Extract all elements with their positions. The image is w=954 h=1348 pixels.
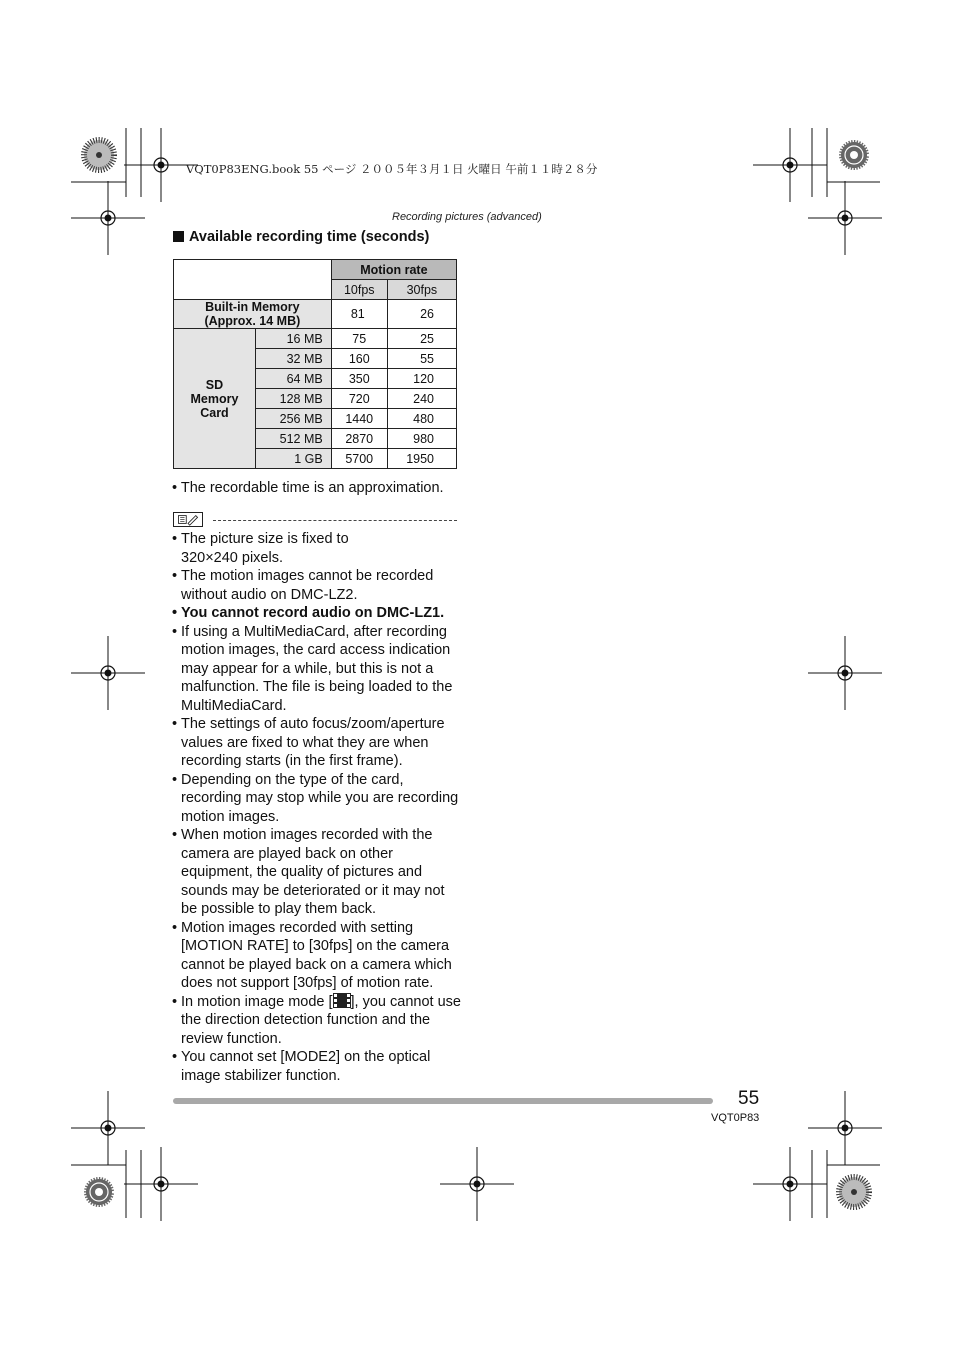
list-item: • Depending on the type of the card, recording may stop while you are recording motion images. — [172, 771, 462, 827]
value-cell: 720 — [331, 389, 387, 409]
fps-header-10: 10fps — [331, 280, 387, 300]
film-frame-icon — [333, 993, 351, 1008]
value-cell: 1440 — [331, 409, 387, 429]
value-cell: 120 — [387, 369, 456, 389]
list-item: • You cannot set [MODE2] on the optical image stabilizer function. — [172, 1048, 462, 1085]
note-pencil-icon — [173, 512, 203, 527]
value-cell: 55 — [387, 349, 456, 369]
sd-memory-card-label — [174, 329, 256, 469]
table-row — [174, 300, 457, 329]
value-cell: 2870 — [331, 429, 387, 449]
card-size-cell: 32 MB — [255, 349, 331, 369]
fps-header-30: 30fps — [387, 280, 456, 300]
builtin-label-line1: Built-in Memory — [205, 300, 300, 314]
table-corner — [174, 260, 332, 300]
list-item-text: 320×240 pixels. — [181, 549, 283, 566]
section-title-text: Available recording time (seconds) — [189, 229, 430, 245]
doc-code: VQT0P83 — [711, 1112, 760, 1124]
running-title: Recording pictures (advanced) — [392, 211, 542, 223]
builtin-memory-label — [174, 300, 332, 329]
list-item: • The motion images cannot be recorded without audio on DMC-LZ2. — [172, 567, 462, 604]
list-item: • When motion images recorded with the camera are played back on other equipment, the quality of pictures and sounds may be deteriorated or it may not be possible to play them back. — [172, 826, 462, 919]
list-item — [172, 993, 462, 1049]
value-cell: 81 — [331, 300, 387, 329]
list-item-text: ], you cannot use the direction detection function and the review function. — [181, 993, 461, 1047]
value-cell: 350 — [331, 369, 387, 389]
value-cell: 980 — [387, 429, 456, 449]
sd-label-line2: Memory — [190, 391, 239, 406]
approximation-note: • The recordable time is an approximation. — [172, 480, 444, 496]
motion-rate-header: Motion rate — [331, 260, 456, 280]
list-item-text: In motion image mode [ — [181, 993, 333, 1010]
card-size-cell: 16 MB — [255, 329, 331, 349]
value-cell: 75 — [331, 329, 387, 349]
card-size-cell: 128 MB — [255, 389, 331, 409]
footer-bar — [173, 1098, 713, 1104]
sd-label-line1: SD — [205, 377, 224, 392]
card-size-cell: 512 MB — [255, 429, 331, 449]
list-item — [172, 530, 462, 567]
recording-time-table — [173, 259, 457, 469]
value-cell: 26 — [387, 300, 456, 329]
print-header: VQT0P83ENG.book 55 ページ ２００５年３月１日 火曜日 午前１１時２８分 — [186, 162, 598, 176]
card-size-cell: 64 MB — [255, 369, 331, 389]
square-bullet-icon — [173, 231, 184, 242]
value-cell: 5700 — [331, 449, 387, 469]
page-number: 55 — [738, 1088, 760, 1109]
list-item: • The settings of auto focus/zoom/aperture values are fixed to what they are when recording starts (in the first frame). — [172, 715, 462, 771]
table-row — [174, 329, 457, 349]
builtin-label-line2: (Approx. 14 MB) — [204, 314, 301, 328]
value-cell: 480 — [387, 409, 456, 429]
value-cell: 25 — [387, 329, 456, 349]
card-size-cell: 256 MB — [255, 409, 331, 429]
list-item: • You cannot record audio on DMC-LZ1. — [172, 604, 462, 623]
sd-label-line3: Card — [200, 405, 229, 420]
card-size-cell: 1 GB — [255, 449, 331, 469]
list-item-text: The picture size is fixed to — [181, 531, 349, 547]
approximation-note-text: The recordable time is an approximation. — [180, 480, 444, 496]
section-title — [173, 229, 429, 245]
list-item: • If using a MultiMediaCard, after recording motion images, the card access indication may appear for a while, but this is not a malfunction. The file is being loaded to the MultiMediaCard. — [172, 623, 462, 716]
value-cell: 160 — [331, 349, 387, 369]
notes-list — [172, 530, 462, 1085]
list-item: • Motion images recorded with setting [MOTION RATE] to [30fps] on the camera cannot be played back on a camera which does not support [30fps] of motion rate. — [172, 919, 462, 993]
memo-divider — [173, 512, 457, 530]
value-cell: 1950 — [387, 449, 456, 469]
dashed-divider — [213, 520, 457, 521]
value-cell: 240 — [387, 389, 456, 409]
